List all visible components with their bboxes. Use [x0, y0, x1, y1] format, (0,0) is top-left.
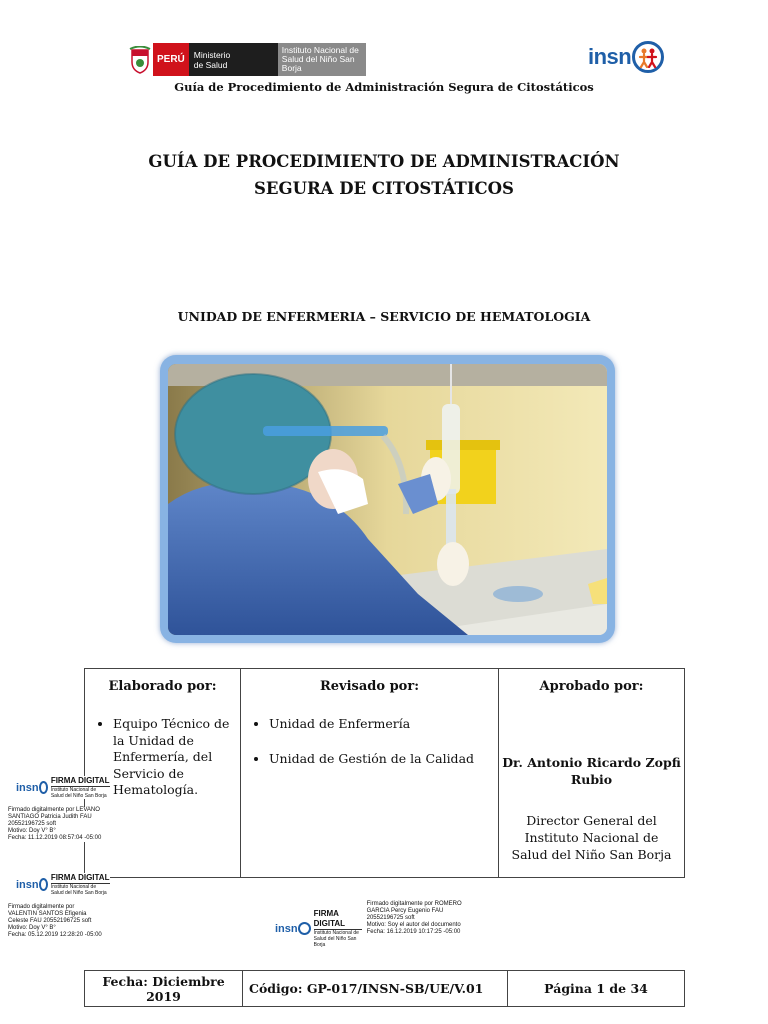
- header-subtitle: Guía de Procedimiento de Administración Segura de Citostáticos: [174, 80, 594, 94]
- approval-table: [84, 668, 685, 878]
- institute-label: Instituto Nacional de Salud del Niño San Borja: [278, 43, 366, 76]
- reviewed-by-item: • Unidad de Enfermería: [269, 716, 498, 733]
- approver-role: Director General del Instituto Nacional de Salud del Niño San Borja: [511, 813, 672, 862]
- approver-name: Dr. Antonio Ricardo Zopfi Rubio: [502, 755, 681, 787]
- digital-signature-2: [8, 873, 110, 939]
- signature-line: Motivo: Doy V° B°: [8, 925, 56, 931]
- signature-line: VALENTIN SANTOS Efigenia: [8, 911, 87, 917]
- stamp-logo-text: insn: [275, 922, 298, 935]
- signature-line: 20552196725 soft: [8, 821, 57, 827]
- reviewed-by-item: • Unidad de Gestión de la Calidad: [269, 751, 498, 768]
- prepared-by-item: • Equipo Técnico de la Unidad de Enfermería, del Servicio de Hematología.: [113, 716, 240, 799]
- stamp-logo-icon: [39, 878, 48, 891]
- document-title: GUÍA DE PROCEDIMIENTO DE ADMINISTRACIÓN SEGURA DE CITOSTÁTICOS: [148, 152, 620, 198]
- stamp-institute: Instituto Nacional de Salud del Niño San Borja: [313, 930, 359, 948]
- signature-line: 20552196725 soft: [366, 915, 415, 921]
- insn-logo-text: insn: [588, 44, 632, 69]
- footer-code: Código: GP-017/INSN-SB/UE/V.01: [243, 971, 508, 1007]
- signature-line: SANTIAGO Patricia Judith FAU: [8, 814, 92, 820]
- insn-logo: [588, 36, 672, 78]
- stamp-institute: Instituto Nacional de Salud del Niño San Borja: [50, 787, 107, 799]
- signature-line: Firmado digitalmente por LEVANO: [8, 807, 100, 813]
- nurse-photo: [168, 364, 607, 635]
- peru-label: PERÚ: [153, 43, 189, 76]
- stamp-logo-icon: [298, 922, 311, 935]
- signature-line: Motivo: Doy V° B°: [8, 828, 56, 834]
- signature-line: Motivo: Soy el autor del documento: [366, 922, 461, 928]
- signature-line: Firmado digitalmente por ROMERO: [366, 901, 462, 907]
- signature-line: Celeste FAU 20552196725 soft: [8, 918, 92, 924]
- digital-signature-3: [275, 901, 462, 948]
- signature-line: Firmado digitalmente por: [8, 904, 75, 910]
- footer-page: Página 1 de 34: [508, 971, 685, 1007]
- stamp-logo-text: insn: [16, 878, 39, 891]
- children-icon: [632, 41, 664, 73]
- signature-line: Fecha: 11.12.2019 08:57:04 -05:00: [8, 835, 102, 841]
- stamp-institute: Instituto Nacional de Salud del Niño San Borja: [50, 884, 107, 896]
- approved-by-heading: Aprobado por:: [539, 679, 644, 694]
- reviewed-by-heading: Revisado por:: [319, 679, 419, 694]
- approved-by-cell: [499, 669, 685, 878]
- coat-of-arms-icon: [127, 43, 153, 76]
- prepared-by-cell: [85, 669, 241, 878]
- digital-signature-1: [8, 776, 110, 842]
- stamp-logo-icon: [39, 781, 48, 794]
- stamp-title: FIRMA DIGITAL: [314, 909, 362, 930]
- reviewed-by-cell: [241, 669, 499, 878]
- ministry-logo: [127, 43, 366, 76]
- unit-heading: UNIDAD DE ENFERMERIA – SERVICIO DE HEMATOLOGIA: [177, 309, 591, 324]
- stamp-title: FIRMA DIGITAL: [50, 776, 110, 785]
- stamp-logo-text: insn: [16, 781, 39, 794]
- stamp-title: FIRMA DIGITAL: [50, 873, 110, 882]
- footer-date: Fecha: Diciembre 2019: [85, 971, 243, 1007]
- signature-line: Fecha: 05.12.2019 12:28:20 -05:00: [8, 932, 102, 938]
- ministry-label: Ministerio de Salud: [189, 43, 278, 76]
- prepared-by-heading: Elaborado por:: [108, 679, 217, 694]
- signature-line: GARCIA Percy Eugenio FAU: [366, 908, 444, 914]
- footer-table: [84, 970, 685, 1007]
- signature-line: Fecha: 16.12.2019 10:17:25 -05:00: [366, 929, 461, 935]
